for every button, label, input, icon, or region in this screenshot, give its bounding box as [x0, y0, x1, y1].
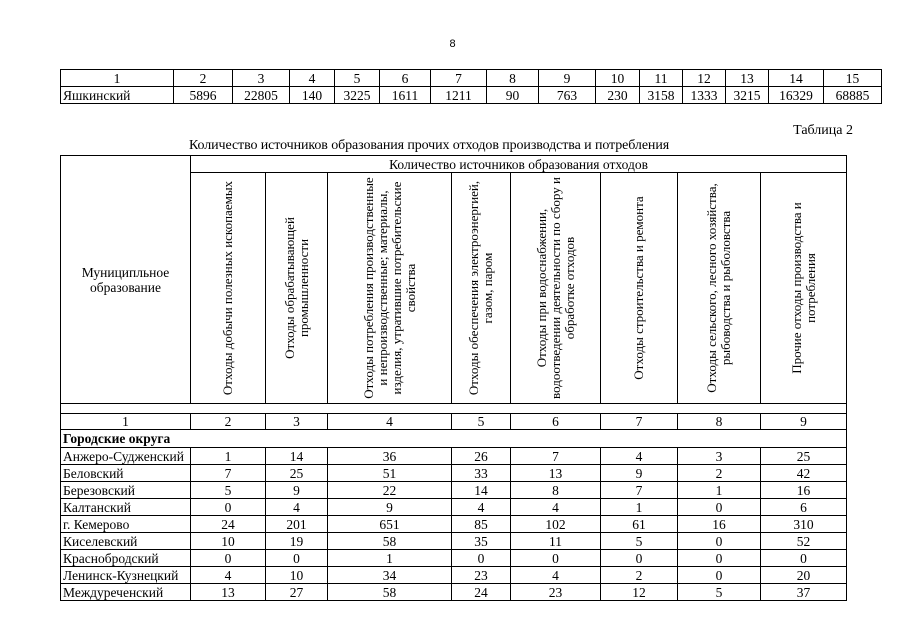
municipality-name: Яшкинский	[61, 87, 174, 104]
spacer-cell	[761, 404, 847, 414]
group-header: Количество источников образования отходов	[191, 156, 847, 173]
spacer-cell	[601, 404, 678, 414]
column-number: 15	[824, 70, 882, 87]
table-title: Количество источников образования прочих отходов производства и потребления	[189, 138, 670, 153]
column-number: 6	[511, 414, 601, 430]
table-cell: 5	[601, 533, 678, 550]
table-cell: 0	[678, 550, 761, 567]
table-cell: 4	[511, 567, 601, 584]
table-cell: 5896	[174, 87, 233, 104]
table-cell: 5	[678, 584, 761, 601]
table-cell: 58	[328, 584, 452, 601]
table-row	[61, 584, 847, 601]
table-cell: 0	[191, 499, 266, 516]
table-cell: 10	[191, 533, 266, 550]
table-label: Таблица 2	[793, 123, 853, 138]
spacer-cell	[191, 404, 266, 414]
table-cell: 34	[328, 567, 452, 584]
municipality-name: г. Кемерово	[61, 516, 191, 533]
column-number: 2	[191, 414, 266, 430]
table-2-body	[61, 448, 847, 601]
table-cell: 36	[328, 448, 452, 465]
column-number: 4	[290, 70, 335, 87]
spacer-cell	[678, 404, 761, 414]
table-cell: 310	[761, 516, 847, 533]
column-number: 5	[452, 414, 511, 430]
table-cell: 42	[761, 465, 847, 482]
table-cell: 1333	[683, 87, 726, 104]
table-cell: 23	[452, 567, 511, 584]
table-cell: 22805	[233, 87, 290, 104]
column-header-text: Отходы добычи полезных ископаемых	[220, 180, 235, 396]
table-cell: 3	[678, 448, 761, 465]
table-cell: 651	[328, 516, 452, 533]
spacer-cell	[266, 404, 328, 414]
table-cell: 9	[601, 465, 678, 482]
table-cell: 0	[761, 550, 847, 567]
table-cell: 2	[678, 465, 761, 482]
table-cell: 14	[266, 448, 328, 465]
table-cell: 25	[266, 465, 328, 482]
table-cell: 85	[452, 516, 511, 533]
table-cell: 10	[266, 567, 328, 584]
table-cell: 4	[511, 499, 601, 516]
column-number: 14	[769, 70, 824, 87]
column-number: 8	[678, 414, 761, 430]
table-cell: 8	[511, 482, 601, 499]
table-cell: 51	[328, 465, 452, 482]
table-cell: 140	[290, 87, 335, 104]
table-cell: 52	[761, 533, 847, 550]
table-cell: 0	[678, 499, 761, 516]
table-cell: 16	[678, 516, 761, 533]
column-header	[511, 173, 601, 404]
table-cell: 11	[511, 533, 601, 550]
table-cell: 61	[601, 516, 678, 533]
table-cell: 7	[191, 465, 266, 482]
column-header-text: Отходы сельского, лесного хозяйства, рыбоводства и рыболовства	[704, 183, 733, 393]
table-cell: 4	[266, 499, 328, 516]
column-number: 9	[761, 414, 847, 430]
table-cell: 0	[601, 550, 678, 567]
table-cell: 0	[511, 550, 601, 567]
table-cell: 1211	[431, 87, 487, 104]
column-number: 13	[726, 70, 769, 87]
table-cell: 20	[761, 567, 847, 584]
table-cell: 24	[191, 516, 266, 533]
table-cell: 33	[452, 465, 511, 482]
table-row	[61, 533, 847, 550]
column-number: 9	[539, 70, 596, 87]
column-number: 2	[174, 70, 233, 87]
table-cell: 2	[601, 567, 678, 584]
column-number: 4	[328, 414, 452, 430]
table-cell: 3225	[335, 87, 380, 104]
table-cell: 58	[328, 533, 452, 550]
column-header-text: Отходы строительства и ремонта	[631, 196, 646, 380]
column-header	[601, 173, 678, 404]
column-header	[678, 173, 761, 404]
column-number: 7	[431, 70, 487, 87]
column-header-text: Отходы при водоснабжении, водоотведении деятельности по сбору и обработке отходов	[533, 177, 577, 399]
table-cell: 201	[266, 516, 328, 533]
column-number: 8	[487, 70, 539, 87]
page-number: 8	[449, 38, 456, 50]
column-number: 7	[601, 414, 678, 430]
table-cell: 90	[487, 87, 539, 104]
spacer-row	[61, 404, 847, 414]
table-cell: 13	[191, 584, 266, 601]
table-cell: 1	[601, 499, 678, 516]
spacer-cell	[511, 404, 601, 414]
municipality-name: Калтанский	[61, 499, 191, 516]
table-cell: 1	[678, 482, 761, 499]
table-cell: 763	[539, 87, 596, 104]
column-number: 1	[61, 70, 174, 87]
column-number: 11	[640, 70, 683, 87]
table-1-continuation	[60, 69, 882, 104]
table-cell: 68885	[824, 87, 882, 104]
column-header-text: Отходы потребления производственные и непроизводственные; материалы, изделия, утратившие потребительские свойства	[360, 177, 418, 399]
table-cell: 1	[191, 448, 266, 465]
table-cell: 5	[191, 482, 266, 499]
municipality-name: Междуреченский	[61, 584, 191, 601]
municipality-name: Ленинск-Кузнецкий	[61, 567, 191, 584]
table-cell: 0	[678, 533, 761, 550]
table-cell: 25	[761, 448, 847, 465]
table-cell: 13	[511, 465, 601, 482]
table-row	[61, 482, 847, 499]
table-row	[61, 516, 847, 533]
column-number: 6	[380, 70, 431, 87]
table-cell: 24	[452, 584, 511, 601]
column-header	[452, 173, 511, 404]
table-cell: 230	[596, 87, 640, 104]
table-cell: 0	[191, 550, 266, 567]
spacer-cell	[452, 404, 511, 414]
column-number: 3	[233, 70, 290, 87]
municipality-header: Муниципльное образование	[61, 156, 191, 404]
table-cell: 19	[266, 533, 328, 550]
column-number: 5	[335, 70, 380, 87]
municipality-name: Беловский	[61, 465, 191, 482]
table-row	[61, 499, 847, 516]
table-cell: 37	[761, 584, 847, 601]
table-row	[61, 465, 847, 482]
table-cell: 1	[328, 550, 452, 567]
table-cell: 4	[601, 448, 678, 465]
spacer-cell	[328, 404, 452, 414]
column-header	[328, 173, 452, 404]
municipality-name: Анжеро-Судженский	[61, 448, 191, 465]
table-row	[61, 448, 847, 465]
table-2	[60, 155, 847, 601]
group-header-row	[61, 156, 847, 173]
column-header	[191, 173, 266, 404]
table-cell: 4	[452, 499, 511, 516]
municipality-name: Березовский	[61, 482, 191, 499]
table-cell: 23	[511, 584, 601, 601]
column-header-text: Отходы обрабатывающей промышленности	[281, 217, 311, 359]
table-cell: 9	[328, 499, 452, 516]
column-number: 10	[596, 70, 640, 87]
table-cell: 22	[328, 482, 452, 499]
column-header	[761, 173, 847, 404]
table-cell: 7	[511, 448, 601, 465]
table-cell: 3158	[640, 87, 683, 104]
column-number-row	[61, 414, 847, 430]
table-1-header-row	[61, 70, 882, 87]
table-cell: 102	[511, 516, 601, 533]
column-header-text: Прочие отходы производства и потребления	[788, 202, 818, 374]
table-cell: 16	[761, 482, 847, 499]
group-label: Городские округа	[61, 430, 847, 448]
municipality-name: Краснобродский	[61, 550, 191, 567]
column-number: 12	[683, 70, 726, 87]
table-cell: 7	[601, 482, 678, 499]
table-cell: 0	[678, 567, 761, 584]
group-row	[61, 430, 847, 448]
table-cell: 0	[266, 550, 328, 567]
table-cell: 26	[452, 448, 511, 465]
column-header	[266, 173, 328, 404]
column-header-text: Отходы обеспечения электроэнергией, газом, паром	[466, 180, 495, 396]
table-cell: 35	[452, 533, 511, 550]
column-number: 3	[266, 414, 328, 430]
table-cell: 14	[452, 482, 511, 499]
table-cell: 27	[266, 584, 328, 601]
table-cell: 3215	[726, 87, 769, 104]
table-cell: 6	[761, 499, 847, 516]
table-cell: 0	[452, 550, 511, 567]
table-row	[61, 567, 847, 584]
column-number: 1	[61, 414, 191, 430]
spacer-cell	[61, 404, 191, 414]
table-row	[61, 550, 847, 567]
table-cell: 9	[266, 482, 328, 499]
table-cell: 4	[191, 567, 266, 584]
table-cell: 16329	[769, 87, 824, 104]
table-cell: 1611	[380, 87, 431, 104]
municipality-name: Киселевский	[61, 533, 191, 550]
table-row	[61, 87, 882, 104]
table-cell: 12	[601, 584, 678, 601]
